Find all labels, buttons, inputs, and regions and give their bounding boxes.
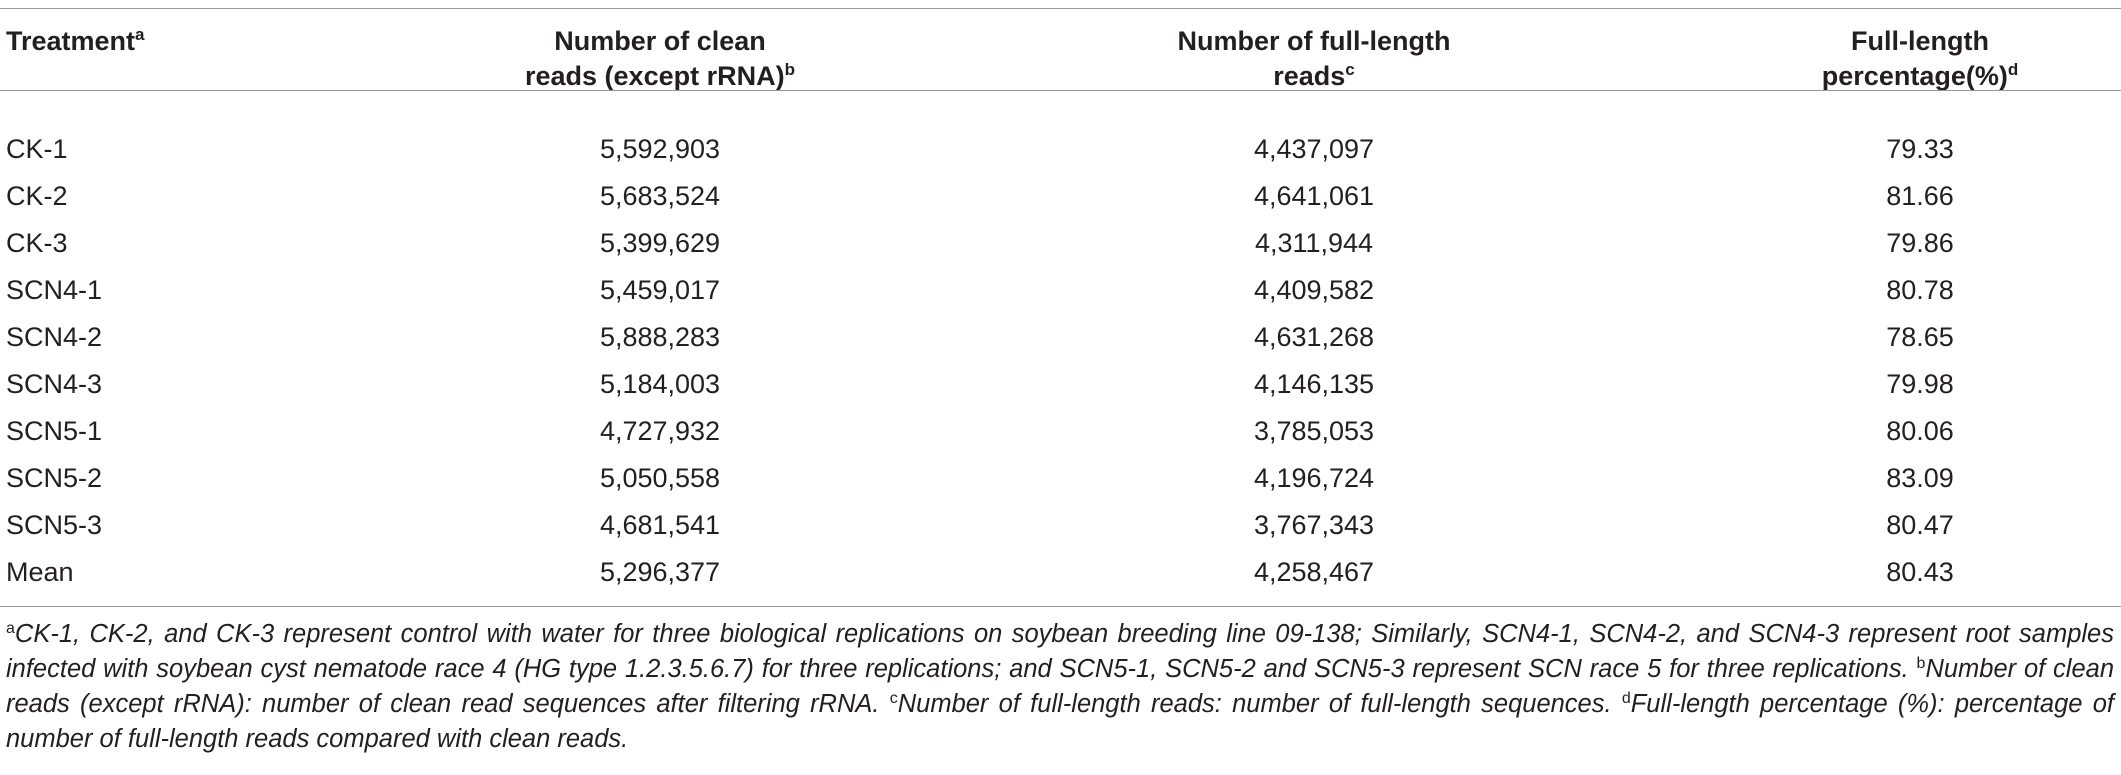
cell-clean-reads: 4,727,932 xyxy=(599,416,721,446)
cell-percentage: 80.78 xyxy=(1886,275,1954,305)
cell-full-length-reads: 4,196,724 xyxy=(1253,463,1375,493)
table-row xyxy=(0,220,2121,266)
cell-treatment: SCN4-1 xyxy=(6,275,103,305)
cell-clean-reads: 5,050,558 xyxy=(599,463,721,493)
cell-percentage: 83.09 xyxy=(1886,463,1954,493)
cell-treatment: SCN5-1 xyxy=(6,416,103,446)
cell-percentage: 81.66 xyxy=(1886,181,1954,211)
footnote-a: CK-1, CK-2, and CK-3 represent control with water for three biological replications on soybean breeding line 09-138; Similarly, SCN4-1, SCN4-2, and SCN4-3 represent root samples infected with soybean cyst nematode race 4 (HG type 1.2.3.5.6.7) for three replications; and SCN5-1, SCN5-2 and SCN5-3 represent SCN race 5 for three replications. xyxy=(6,620,2114,683)
cell-treatment: SCN5-3 xyxy=(6,510,103,540)
table-footnotes: $^a$CK-1, CK-2, and CK-3 represent control with water for three biological replications on soybean breeding line 09-138; Similarly, SCN4-1, SCN4-2, and SCN4-3 represent root samples infected with soybean cyst nematode race 4 (HG type 1.2.3.5.6.7) for three replications; and SCN5-1, SCN5-2 and SCN5-3 represent SCN race 5 for three replications. $^b$Number of clean reads (except rRNA): number of clean read sequences after filtering rRNA. $^c$Number of full-length reads: number of full-length sequences. $^d$Full-length percentage (%): percentage of number of full-length reads compared with clean reads. xyxy=(6,620,2114,753)
cell-treatment: SCN4-3 xyxy=(6,369,103,399)
header-bottom-rule xyxy=(0,90,2121,91)
footnote-b: Number of clean reads (except rRNA): number of clean read sequences after filtering rRNA. xyxy=(6,655,2114,718)
cell-full-length-reads: 4,437,097 xyxy=(1253,134,1375,164)
table-row xyxy=(0,173,2121,219)
cell-clean-reads: 5,459,017 xyxy=(599,275,721,305)
table-row xyxy=(0,408,2121,454)
cell-percentage: 80.43 xyxy=(1886,557,1954,587)
cell-treatment: SCN5-2 xyxy=(6,463,103,493)
cell-clean-reads: 5,888,283 xyxy=(599,322,721,352)
footnote-d: Full-length percentage (%): percentage of number of full-length reads compared with clean reads. xyxy=(6,690,2114,753)
header-full-length-percentage: Full-length percentage(%)$^d$ xyxy=(1821,26,2019,91)
cell-percentage: 80.06 xyxy=(1886,416,1954,446)
header-treatment: Treatment$^a$ xyxy=(6,25,145,56)
cell-full-length-reads: 4,311,944 xyxy=(1254,228,1374,258)
cell-full-length-reads: 4,146,135 xyxy=(1253,369,1375,399)
footnote-c: Number of full-length reads: number of full-length sequences. xyxy=(897,690,1612,718)
cell-treatment: CK-3 xyxy=(6,228,68,258)
cell-clean-reads: 5,184,003 xyxy=(599,369,721,399)
table-row xyxy=(0,361,2121,407)
cell-treatment: CK-2 xyxy=(6,181,68,211)
table-row xyxy=(0,126,2121,172)
table-top-rule xyxy=(0,8,2121,9)
cell-full-length-reads: 3,767,343 xyxy=(1253,510,1375,540)
cell-percentage: 79.86 xyxy=(1886,228,1954,258)
cell-full-length-reads: 4,641,061 xyxy=(1253,181,1375,211)
cell-percentage: 80.47 xyxy=(1886,510,1954,540)
cell-clean-reads: 5,296,377 xyxy=(599,557,721,587)
table-row xyxy=(0,549,2121,595)
cell-treatment: SCN4-2 xyxy=(6,322,103,352)
table-row xyxy=(0,502,2121,548)
table-row xyxy=(0,455,2121,501)
cell-treatment: Mean xyxy=(6,557,74,587)
table-row xyxy=(0,267,2121,313)
cell-clean-reads: 5,399,629 xyxy=(599,228,721,258)
cell-treatment: CK-1 xyxy=(6,134,68,164)
table-row xyxy=(0,314,2121,360)
cell-percentage: 79.98 xyxy=(1886,369,1954,399)
cell-full-length-reads: 4,631,268 xyxy=(1253,322,1375,352)
cell-clean-reads: 5,592,903 xyxy=(599,134,721,164)
table-bottom-rule xyxy=(0,606,2121,607)
header-full-length-reads: Number of full-length reads$^c$ xyxy=(1177,26,1451,91)
header-clean-reads: Number of clean reads (except rRNA)$^b$ xyxy=(525,26,795,91)
cell-full-length-reads: 4,258,467 xyxy=(1253,557,1375,587)
cell-clean-reads: 4,681,541 xyxy=(599,510,721,540)
cell-percentage: 78.65 xyxy=(1886,322,1954,352)
cell-clean-reads: 5,683,524 xyxy=(599,181,721,211)
cell-full-length-reads: 3,785,053 xyxy=(1253,416,1375,446)
cell-percentage: 79.33 xyxy=(1886,134,1954,164)
cell-full-length-reads: 4,409,582 xyxy=(1253,275,1375,305)
